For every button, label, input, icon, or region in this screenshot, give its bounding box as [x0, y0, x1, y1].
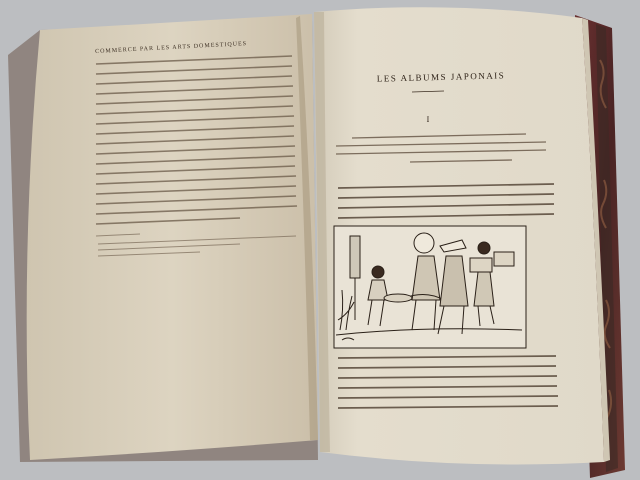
running-head: COMMERCE PAR LES ARTS DOMESTIQUES — [95, 41, 248, 55]
section-number: I — [426, 115, 430, 124]
japanese-woodcut-illustration — [334, 226, 526, 348]
article-title: LES ALBUMS JAPONAIS — [376, 70, 506, 84]
